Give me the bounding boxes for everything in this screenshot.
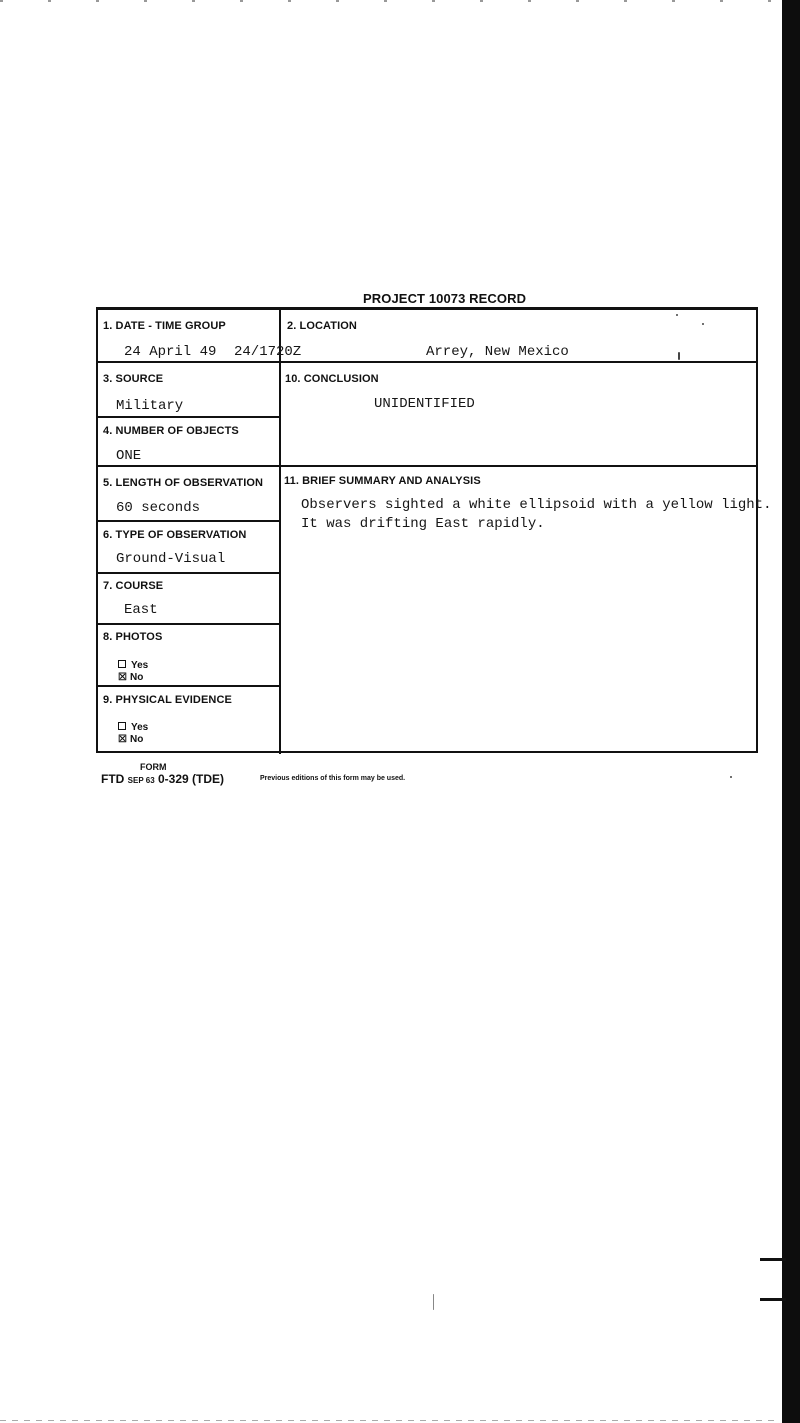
location-label: 2. LOCATION xyxy=(287,320,357,332)
record-form xyxy=(96,307,772,753)
summary-line-2: It was drifting East rapidly. xyxy=(301,516,545,532)
conclusion-label: 10. CONCLUSION xyxy=(285,373,379,385)
physical-evidence-yes-option xyxy=(118,722,148,733)
physical-evidence-no-option xyxy=(118,734,143,745)
conclusion-value: UNIDENTIFIED xyxy=(374,396,475,412)
row-divider xyxy=(98,416,279,418)
course-label: 7. COURSE xyxy=(103,580,164,592)
row-divider xyxy=(98,572,279,574)
type-of-observation-value: Ground-Visual xyxy=(116,551,226,567)
row-divider xyxy=(98,361,756,363)
photos-yes-label: Yes xyxy=(131,660,149,671)
summary-line-1: Observers sighted a white ellipsoid with a yellow light. xyxy=(301,497,772,513)
scan-bottom-edge xyxy=(0,1420,780,1421)
footer-form-number: 0-329 (TDE) xyxy=(158,772,225,786)
type-of-observation-label: 6. TYPE OF OBSERVATION xyxy=(103,529,247,541)
physical-evidence-label: 9. PHYSICAL EVIDENCE xyxy=(103,694,232,706)
row-divider xyxy=(98,465,756,467)
footer-date-code: SEP 63 xyxy=(127,776,155,785)
source-value: Military xyxy=(116,398,184,414)
summary-label: 11. BRIEF SUMMARY AND ANALYSIS xyxy=(284,475,481,487)
length-of-observation-label: 5. LENGTH OF OBSERVATION xyxy=(103,477,264,489)
footer-note: Previous editions of this form may be used. xyxy=(260,775,406,782)
number-of-objects-value: ONE xyxy=(116,448,142,464)
length-of-observation-value: 60 seconds xyxy=(116,500,201,516)
checkbox-checked-icon: ☒ xyxy=(118,672,127,683)
date-value: 24 April 49 xyxy=(124,344,217,360)
scan-speck xyxy=(433,1294,434,1310)
photos-yes-option xyxy=(118,660,148,671)
column-divider xyxy=(279,310,281,754)
scan-mark xyxy=(760,1258,786,1261)
scan-dark-border xyxy=(782,0,800,1423)
physical-evidence-no-label: No xyxy=(130,734,144,745)
time-value: 24/1720Z xyxy=(234,344,302,360)
course-value: East xyxy=(124,602,158,618)
location-value: Arrey, New Mexico xyxy=(426,344,569,360)
footer-form-id xyxy=(101,772,224,786)
checkbox-empty-icon xyxy=(118,660,126,668)
scan-mark xyxy=(760,1298,786,1301)
checkbox-checked-icon: ☒ xyxy=(118,734,127,745)
row-divider xyxy=(98,520,279,522)
photos-no-option xyxy=(118,672,143,683)
form-title: PROJECT 10073 RECORD xyxy=(363,291,527,306)
footer-ftd: FTD xyxy=(101,772,125,786)
physical-evidence-yes-label: Yes xyxy=(131,722,149,733)
scan-speck xyxy=(730,776,732,778)
footer-form-label: FORM xyxy=(140,762,167,772)
number-of-objects-label: 4. NUMBER OF OBJECTS xyxy=(103,425,239,437)
photos-no-label: No xyxy=(130,672,144,683)
row-divider xyxy=(98,623,279,625)
source-label: 3. SOURCE xyxy=(103,373,164,385)
checkbox-empty-icon xyxy=(118,722,126,730)
row-divider xyxy=(98,685,279,687)
photos-label: 8. PHOTOS xyxy=(103,631,163,643)
date-time-label: 1. DATE - TIME GROUP xyxy=(103,320,226,332)
scan-top-edge xyxy=(0,0,780,2)
